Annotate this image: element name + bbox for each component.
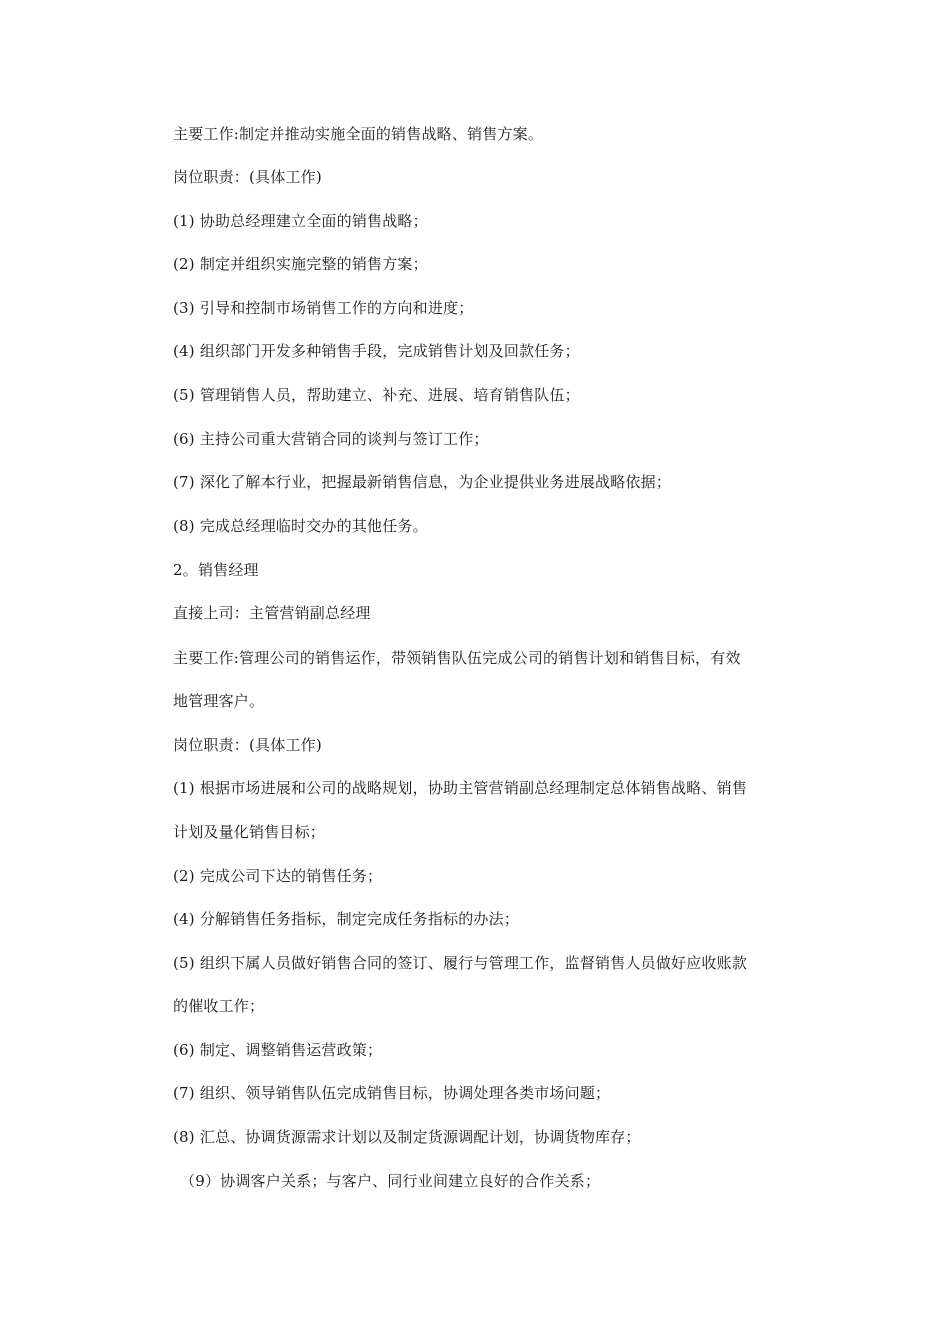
duty-item-1: (1) 协助总经理建立全面的销售战略； (173, 212, 428, 230)
duty-item-6: (6) 主持公司重大营销合同的谈判与签订工作； (173, 430, 489, 448)
duties-heading-2: 岗位职责：(具体工作) (173, 736, 322, 754)
duty-item-4: (4) 组织部门开发多种销售手段，完成销售计划及回款任务； (173, 342, 580, 360)
section-heading-sales-manager: 2。销售经理 (173, 561, 259, 579)
duties-heading: 岗位职责：(具体工作) (173, 168, 322, 186)
main-work-line: 主要工作:制定并推动实施全面的销售战略、销售方案。 (173, 125, 544, 143)
duty-item-8: (8) 完成总经理临时交办的其他任务。 (173, 517, 428, 535)
direct-superior-line: 直接上司：主管营销副总经理 (173, 604, 371, 622)
manager-duty-4: (4) 分解销售任务指标，制定完成任务指标的办法； (173, 910, 520, 928)
manager-duty-5-cont: 的催收工作； (173, 997, 265, 1015)
manager-duty-2: (2) 完成公司下达的销售任务； (173, 867, 383, 885)
manager-duty-1-cont: 计划及量化销售目标； (173, 823, 326, 841)
manager-duty-8: (8) 汇总、协调货源需求计划以及制定货源调配计划，协调货物库存； (173, 1128, 641, 1146)
manager-duty-5: (5) 组织下属人员做好销售合同的签订、履行与管理工作，监督销售人员做好应收账款 (173, 954, 748, 972)
manager-duty-1: (1) 根据市场进展和公司的战略规划，协助主管营销副总经理制定总体销售战略、销售 (173, 779, 748, 797)
main-work-line-2-cont: 地管理客户。 (173, 692, 265, 710)
manager-duty-7: (7) 组织、领导销售队伍完成销售目标，协调处理各类市场问题； (173, 1084, 611, 1102)
duty-item-5: (5) 管理销售人员，帮助建立、补充、进展、培育销售队伍； (173, 386, 580, 404)
main-work-line-2: 主要工作:管理公司的销售运作，带领销售队伍完成公司的销售计划和销售目标，有效 (173, 649, 741, 667)
duty-item-3: (3) 引导和控制市场销售工作的方向和进度； (173, 299, 474, 317)
manager-duty-9: （9）协调客户关系；与客户、同行业间建立良好的合作关系； (180, 1172, 601, 1190)
manager-duty-6: (6) 制定、调整销售运营政策； (173, 1041, 383, 1059)
duty-item-2: (2) 制定并组织实施完整的销售方案； (173, 255, 428, 273)
duty-item-7: (7) 深化了解本行业，把握最新销售信息，为企业提供业务进展战略依据； (173, 473, 672, 491)
